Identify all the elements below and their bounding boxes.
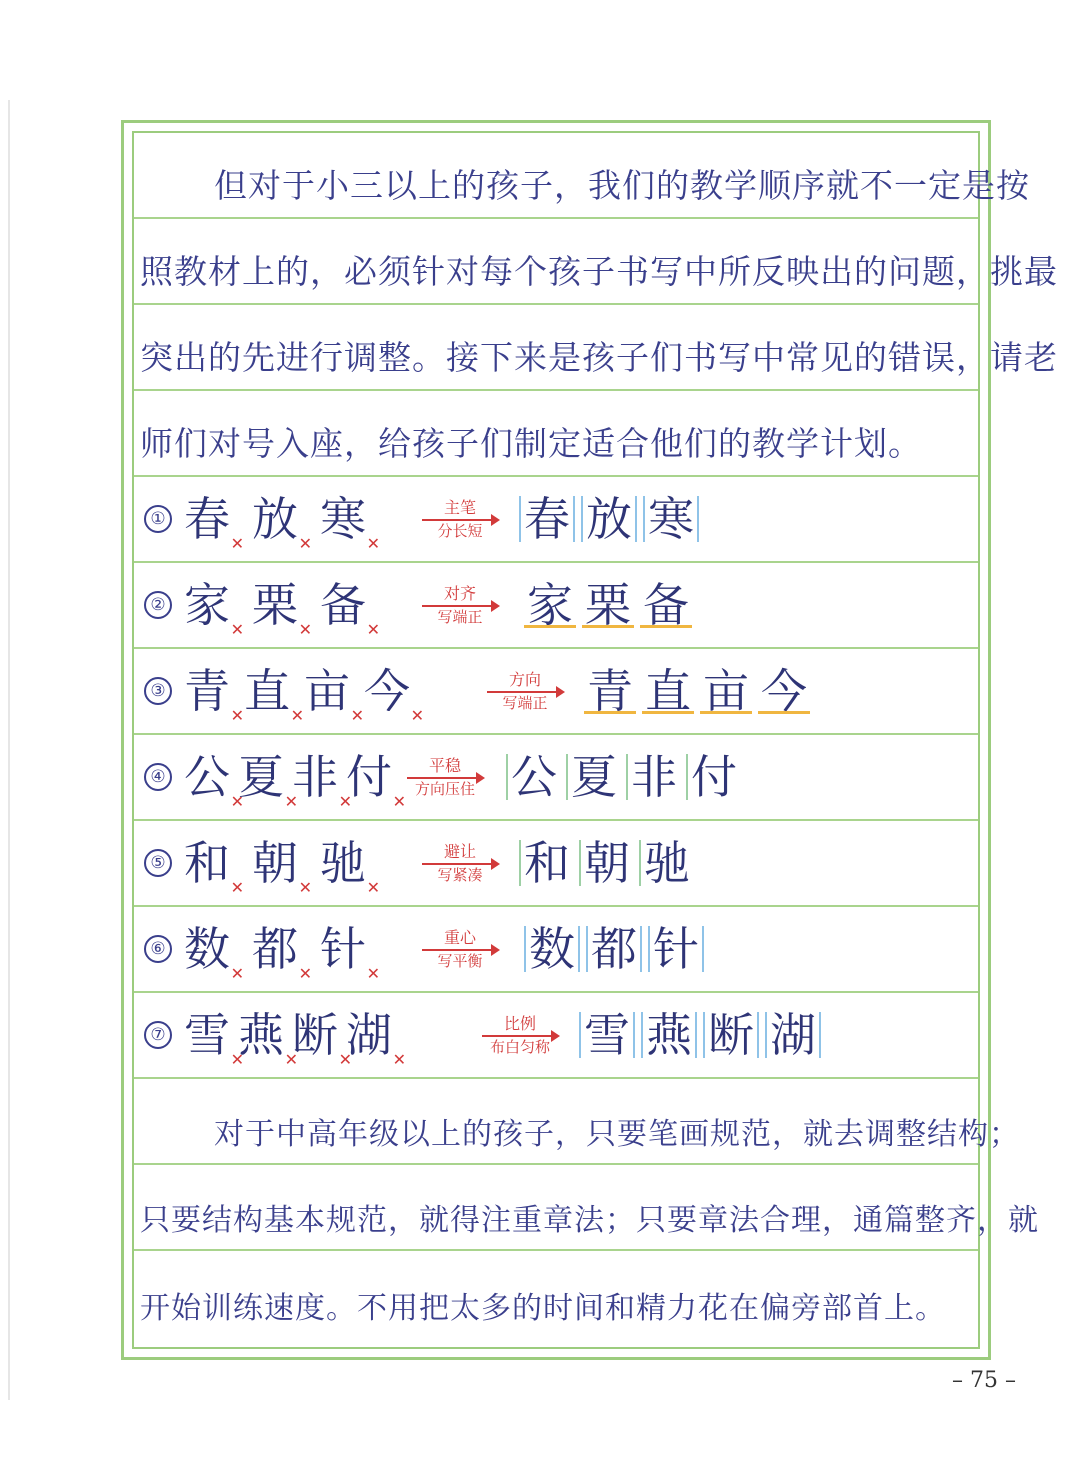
correction-note: 方向压住 — [414, 779, 475, 798]
wrong-char: 都 ✕ — [252, 922, 312, 983]
correction-note: 写平衡 — [437, 951, 483, 970]
fixed-char: 燕 — [641, 1012, 697, 1058]
example-row-7 — [134, 993, 978, 1079]
arrow-icon — [407, 777, 483, 779]
wrong-char: 春 ✕ — [184, 492, 244, 553]
correction-arrow — [484, 657, 566, 725]
wrong-characters — [184, 492, 380, 553]
correction-tip: 平稳 — [428, 755, 461, 775]
line-row — [134, 1079, 1020, 1165]
wrong-char: 雪 ✕ — [184, 1008, 244, 1069]
wrong-characters — [184, 664, 424, 725]
correction-tip: 比例 — [503, 1013, 536, 1033]
correction-note: 写端正 — [437, 607, 483, 626]
wrong-char: 湖 ✕ — [346, 1008, 406, 1069]
wrong-char: 栗 ✕ — [252, 578, 312, 639]
wrong-char: 非 ✕ — [292, 750, 352, 811]
line-row — [134, 1165, 1039, 1251]
correction-arrow — [419, 485, 501, 553]
line-row — [134, 391, 978, 477]
grid-lines — [132, 131, 1058, 1349]
wrong-characters — [184, 578, 380, 639]
paragraph2-line-2: 只要结构基本规范，就得注重章法；只要章法合理，通篇整齐，就 — [140, 1203, 1039, 1238]
corrected-characters — [584, 664, 810, 718]
wrong-char: 付 ✕ — [346, 750, 406, 811]
fixed-char: 驰 — [639, 840, 693, 886]
example-number: ⑦ — [144, 1021, 172, 1049]
fixed-char: 今 — [758, 668, 810, 714]
correction-note: 写紧凑 — [437, 865, 483, 884]
paragraph1-line-1: 但对于小三以上的孩子，我们的教学顺序就不一定是按 — [214, 166, 1030, 205]
line-row — [134, 133, 1030, 219]
correction-arrow — [479, 1001, 561, 1069]
fixed-char: 放 — [581, 496, 637, 542]
correction-arrow — [419, 571, 501, 639]
fixed-char: 青 — [584, 668, 636, 714]
fixed-char: 亩 — [700, 668, 752, 714]
corrected-characters — [524, 922, 704, 976]
fixed-char: 朝 — [579, 840, 633, 886]
correction-arrow — [404, 743, 486, 811]
example-number: ② — [144, 591, 172, 619]
fixed-char: 非 — [626, 754, 680, 800]
correction-note: 布白匀称 — [489, 1037, 550, 1056]
wrong-char: 青 ✕ — [184, 664, 244, 725]
wrong-char: 朝 ✕ — [252, 836, 312, 897]
line-row — [134, 219, 1058, 305]
arrow-icon — [487, 691, 563, 693]
wrong-char: 寒 ✕ — [320, 492, 380, 553]
fixed-char: 栗 — [582, 582, 634, 628]
book-spine — [8, 100, 10, 1400]
example-number: ⑥ — [144, 935, 172, 963]
wrong-char: 夏 ✕ — [238, 750, 298, 811]
wrong-char: 直 ✕ — [244, 664, 304, 725]
fixed-char: 寒 — [643, 496, 699, 542]
fixed-char: 春 — [519, 496, 575, 542]
fixed-char: 湖 — [765, 1012, 821, 1058]
line-row — [134, 305, 1058, 391]
wrong-char: 放 ✕ — [252, 492, 312, 553]
correction-arrow — [419, 829, 501, 897]
example-number: ④ — [144, 763, 172, 791]
wrong-char: 断 ✕ — [292, 1008, 352, 1069]
arrow-icon — [482, 1035, 558, 1037]
arrow-icon — [422, 949, 498, 951]
example-row-4 — [134, 735, 978, 821]
fixed-char: 公 — [506, 754, 560, 800]
wrong-char: 燕 ✕ — [238, 1008, 298, 1069]
writing-sheet — [121, 120, 1058, 1360]
correction-arrow — [419, 915, 501, 983]
fixed-char: 和 — [519, 840, 573, 886]
corrected-characters — [506, 750, 740, 804]
paragraph1-line-3: 突出的先进行调整。接下来是孩子们书写中常见的错误，请老 — [140, 338, 1058, 377]
example-row-5 — [134, 821, 978, 907]
fixed-char: 备 — [640, 582, 692, 628]
fixed-char: 夏 — [566, 754, 620, 800]
wrong-char: 驰 ✕ — [320, 836, 380, 897]
correction-tip: 避让 — [443, 841, 476, 861]
paragraph2-line-1: 对于中高年级以上的孩子，只要笔画规范，就去调整结构； — [214, 1117, 1020, 1152]
corrected-characters — [519, 836, 693, 890]
correction-tip: 重心 — [443, 927, 476, 947]
arrow-icon — [422, 605, 498, 607]
page-number: – 75 – — [952, 1368, 1016, 1393]
paragraph2-line-3: 开始训练速度。不用把太多的时间和精力花在偏旁部首上。 — [140, 1291, 946, 1326]
correction-tip: 对齐 — [443, 583, 476, 603]
arrow-icon — [422, 519, 498, 521]
wrong-characters — [184, 836, 380, 897]
fixed-char: 都 — [586, 926, 642, 972]
arrow-icon — [422, 863, 498, 865]
correction-note: 分长短 — [437, 521, 483, 540]
fixed-char: 断 — [703, 1012, 759, 1058]
example-number: ⑤ — [144, 849, 172, 877]
example-row-6 — [134, 907, 978, 993]
wrong-characters — [184, 1008, 406, 1069]
corrected-characters — [519, 492, 699, 546]
example-row-3 — [134, 649, 978, 735]
example-row-2 — [134, 563, 978, 649]
wrong-char: 和 ✕ — [184, 836, 244, 897]
example-number: ① — [144, 505, 172, 533]
correction-tip: 方向 — [508, 669, 541, 689]
fixed-char: 雪 — [579, 1012, 635, 1058]
correction-tip: 主笔 — [443, 497, 476, 517]
line-row — [134, 1251, 978, 1351]
corrected-characters — [579, 1008, 821, 1062]
wrong-char: 针 ✕ — [320, 922, 380, 983]
fixed-char: 直 — [642, 668, 694, 714]
wrong-characters — [184, 922, 380, 983]
fixed-char: 付 — [686, 754, 740, 800]
example-row-1 — [134, 477, 978, 563]
wrong-char: 家 ✕ — [184, 578, 244, 639]
wrong-char: 公 ✕ — [184, 750, 244, 811]
fixed-char: 数 — [524, 926, 580, 972]
fixed-char: 针 — [648, 926, 704, 972]
wrong-characters — [184, 750, 406, 811]
wrong-char: 备 ✕ — [320, 578, 380, 639]
wrong-char: 数 ✕ — [184, 922, 244, 983]
correction-note: 写端正 — [502, 693, 548, 712]
example-number: ③ — [144, 677, 172, 705]
paragraph1-line-4: 师们对号入座，给孩子们制定适合他们的教学计划。 — [140, 424, 922, 463]
paragraph1-line-2: 照教材上的，必须针对每个孩子书写中所反映出的问题，挑最 — [140, 252, 1058, 291]
fixed-char: 家 — [524, 582, 576, 628]
wrong-char: 亩 ✕ — [304, 664, 364, 725]
wrong-char: 今 ✕ — [364, 664, 424, 725]
corrected-characters — [524, 578, 692, 632]
